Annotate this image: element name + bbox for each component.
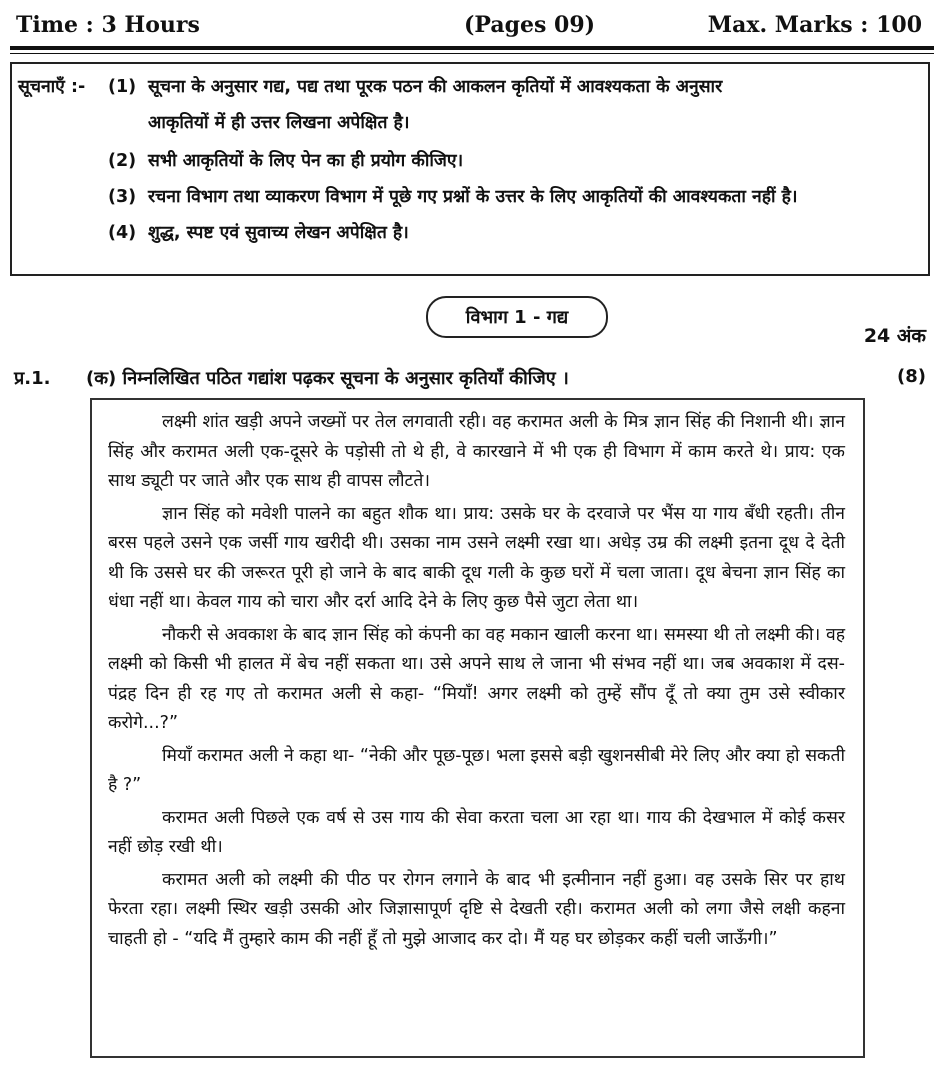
exam-pages: (Pages 09) [464,12,596,38]
instruction-number: (4) [108,223,137,243]
instruction-item [108,184,798,208]
section-title: विभाग 1 - गद्य [426,296,608,338]
instruction-number: (3) [108,187,137,207]
instruction-text: शुद्ध, स्पष्ट एवं सुवाच्य लेखन अपेक्षित है। [148,223,409,243]
passage-paragraph: करामत अली को लक्ष्मी की पीठ पर रोगन लगाने के बाद भी इत्मीनान नहीं हुआ। वह उसके सिर पर हाथ फेरता रहा। लक्ष्मी स्थिर खड़ी उसकी ओर जिज्ञासापूर्ण दृष्टि से देखती रही। करामत अली को लगा जैसे लक्षी कहना चाहती हो - “यदि मैं तुम्हारे काम की नहीं हूँ तो मुझे आजाद कर दो। मैं यह घर छोड़कर कहीं चली जाऊँगी।” [108,869,845,949]
instruction-text: आकृतियों में ही उत्तर लिखना अपेक्षित है। [148,113,410,133]
instruction-number: (1) [108,77,137,97]
passage-paragraph: ज्ञान सिंह को मवेशी पालने का बहुत शौक था। प्राय: उसके घर के दरवाजे पर भैंस या गाय बँधी रहती। तीन बरस पहले उसने एक जर्सी गाय खरीदी थी। उसका नाम उसने लक्ष्मी रखा था। अधेड़ उम्र की लक्ष्मी इतना दूध दे देती थी कि उससे घर की जरूरत पूरी हो जाने के बाद बाकी दूध गली के कुछ घरों में चला जाता। दूध बेचना ज्ञान सिंह का धंधा नहीं था। केवल गाय को चारा और दर्रा आदि देने के लिए कुछ पैसे जुटा लेता था। [108,503,845,612]
header-divider [10,46,934,54]
passage-paragraph: लक्ष्मी शांत खड़ी अपने जख्मों पर तेल लगवाती रही। वह करामत अली के मित्र ज्ञान सिंह की निशानी थी। ज्ञान सिंह और करामत अली एक-दूसरे के पड़ोसी तो थे ही, वे कारखाने में भी एक ही विभाग में काम करते थे। प्राय: एक साथ ड्यूटी पर जाते और एक साथ ही वापस लौटते। [108,412,845,491]
instruction-item-continuation [148,110,409,134]
passage-paragraph: नौकरी से अवकाश के बाद ज्ञान सिंह को कंपनी का वह मकान खाली करना था। समस्या थी तो लक्ष्मी की। वह लक्ष्मी को किसी भी हालत में बेच नहीं सकता था। उसे अपने साथ ले जाना भी संभव नहीं था। जब अवकाश में दस-पंद्रह दिन ही रह गए तो करामत अली से कहा- “मियाँ! अगर लक्ष्मी को तुम्हें सौंप दूँ तो क्या तुम उसे स्वीकार करोगे...?” [108,624,845,733]
instruction-item [108,220,409,244]
question-marks: (8) [897,366,926,387]
exam-header [14,8,922,42]
instruction-number: (2) [108,151,137,171]
passage-paragraph: मियाँ करामत अली ने कहा था- “नेकी और पूछ-पूछ। भला इससे बड़ी खुशनसीबी मेरे लिए और क्या हो सकती है ?” [108,745,845,795]
instruction-item [108,74,722,98]
question-text: (क) निम्नलिखित पठित गद्यांश पढ़कर सूचना के अनुसार कृतियाँ कीजिए । [86,368,569,389]
instruction-item [108,148,463,172]
instructions-label: सूचनाएँ :- [18,77,86,97]
question-number: प्र.1. [14,368,51,389]
instruction-text: सूचना के अनुसार गद्य, पद्य तथा पूरक पठन की आकलन कृतियों में आवश्यकता के अनुसार [148,77,723,97]
question-row [14,366,926,392]
instructions-box [10,62,930,276]
exam-time: Time : 3 Hours [16,12,200,38]
passage-paragraph: करामत अली पिछले एक वर्ष से उस गाय की सेवा करता चला आ रहा था। गाय की देखभाल में कोई कसर नहीं छोड़ रखी थी। [108,807,845,857]
instruction-text: रचना विभाग तथा व्याकरण विभाग में पूछे गए प्रश्नों के उत्तर के लिए आकृतियों की आवश्यकता नहीं है। [148,187,798,207]
section-marks: 24 अंक [863,325,926,347]
reading-passage [90,398,865,1058]
exam-max-marks: Max. Marks : 100 [707,12,922,38]
instruction-text: सभी आकृतियों के लिए पेन का ही प्रयोग कीजिए। [148,151,464,171]
